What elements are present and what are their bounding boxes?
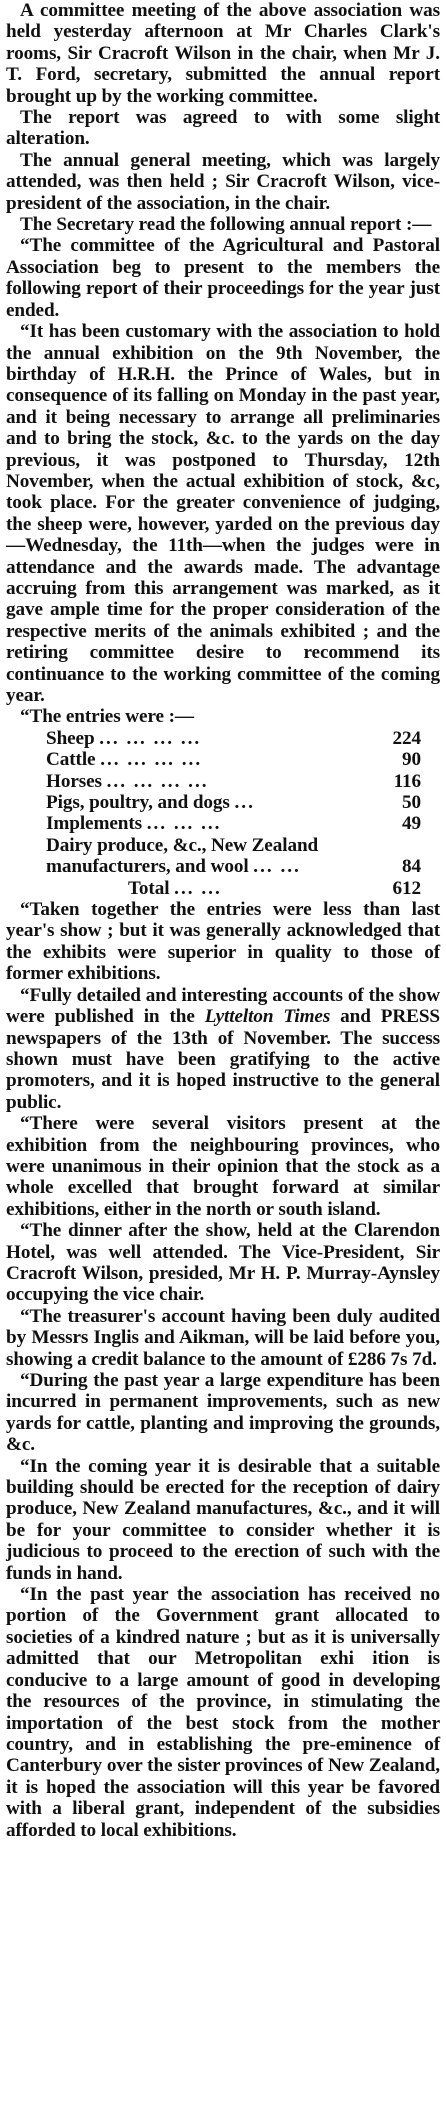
- paragraph-entries-comparison: “Taken together the entries were less than last year's show ; but it was generally acknowledged that the exhibits were superior in quality to those of former exhibitions.: [6, 899, 440, 985]
- entry-dots: ... ... ...: [146, 813, 222, 835]
- entries-total-row: [46, 878, 421, 899]
- paragraph-government-grant: “In the past year the association has received no portion of the Government grant allocated to societies of a kindred nature ; but as it is universally admitted that our Metropolitan exhi ition is conducive to a large amount of good in developing the resources of the province, in stimulating the importation of the best stock from the mother country, and in establishing the pre-eminence of Canterbury over the sister provinces of New Zealand, it is hoped the association will this year be favored with a liberal grant, independent of the subsidies afforded to local exhibitions.: [6, 1584, 440, 1841]
- total-label: Total: [128, 877, 170, 899]
- entry-value: 224: [392, 727, 421, 749]
- paragraph-committee-meeting: A committee meeting of the above association was held yesterday afternoon at Mr Charles Clark's rooms, Sir Cracroft Wilson in the chair, when Mr J. T. Ford, secretary, submitted the annual report brought up by the working committee.: [6, 0, 440, 107]
- entry-label: Cattle: [46, 749, 96, 771]
- paragraph-building: “In the coming year it is desirable that a suitable building should be erected for the reception of dairy produce, New Zealand manufactures, &c., and it will be for your committee to consider whether it is judicious to proceed to the erection of such with the funds in hand.: [6, 1455, 440, 1584]
- entry-row: [46, 792, 421, 813]
- paragraph-expenditure: “During the past year a large expenditure has been incurred in permanent improvements, such as new yards for cattle, planting and improving the grounds, &c.: [6, 1370, 440, 1456]
- entry-dots: ... ...: [253, 856, 301, 878]
- entry-dots: ...: [234, 792, 255, 814]
- entry-value: 49: [402, 813, 421, 835]
- paragraph-general-meeting: The annual general meeting, which was largely attended, was then held ; Sir Cracroft Wilson, vice-president of the association, in the chair.: [6, 149, 440, 214]
- paragraph-secretary-read: The Secretary read the following annual report :—: [20, 214, 432, 236]
- entry-row: [46, 771, 421, 792]
- paragraph-exhibition-date: “It has been customary with the association to hold the annual exhibition on the 9th November, the birthday of H.R.H. the Prince of Wales, but in consequence of its falling on Monday in the past year, and it being necessary to arrange all preliminaries and to bring the stock, &c. to the yards on the day previous, it was postponed to Thursday, 12th November, when the actual exhibition of stock, &c, took place. For the greater convenience of judging, the sheep were, however, yarded on the previous day—Wednesday, the 11th—when the judges were in attendance and the awards made. The advantage accruing from this arrangement was marked, as it gave ample time for the proper consideration of the respective merits of the animals exhibited ; and the retiring committee desire to recommend its continuance to the working committee of the coming year.: [6, 321, 440, 706]
- paragraph-visitors: “There were several visitors present at the exhibition from the neighbouring provinces, who were unanimous in their opinion that the stock as a whole excelled that brought forward at similar exhibitions, either in the north or south island.: [6, 1113, 440, 1220]
- paragraph-treasurer: “The treasurer's account having been duly audited by Messrs Inglis and Aikman, will be laid before you, showing a credit balance to the amount of £286 7s 7d.: [6, 1305, 440, 1370]
- paragraph-newspaper-accounts: [6, 985, 440, 1113]
- entry-dots: ... ... ... ...: [106, 770, 209, 792]
- entry-value: 116: [393, 770, 421, 792]
- entry-row: [46, 813, 421, 834]
- entry-label: Pigs, poultry, and dogs: [46, 792, 230, 814]
- entry-label-cell: [46, 771, 374, 792]
- total-dots: ... ...: [174, 877, 222, 899]
- entry-dots: ... ... ... ...: [100, 749, 203, 771]
- paragraph-dinner: “The dinner after the show, held at the Clarendon Hotel, was well attended. The Vice-President, Sir Cracroft Wilson, presided, Mr H. P. Murray-Aynsley occupying the vice chair.: [6, 1220, 440, 1306]
- newspaper-title: Lyttelton Times: [204, 1006, 331, 1028]
- entry-dots: ... ... ... ...: [99, 727, 202, 749]
- entry-label-cell: [46, 835, 374, 878]
- paragraph-report-intro: “The committee of the Agricultural and Pastoral Association beg to present to the members the following report of their proceedings for the year just ended.: [6, 235, 440, 321]
- entry-row: [46, 835, 421, 878]
- entry-label: Dairy produce, &c., New Zealand manufacturers, and wool: [46, 834, 319, 878]
- entry-row: [46, 749, 421, 770]
- entry-label: Horses: [46, 770, 102, 792]
- entry-value: 50: [402, 792, 421, 814]
- total-value: 612: [392, 877, 421, 899]
- entries-table: [46, 728, 421, 899]
- entry-label-cell: [46, 749, 374, 770]
- entries-intro: “The entries were :—: [20, 706, 195, 728]
- newspaper-accounts-text-start: “Fully detailed and interesting accounts of the show were published in the: [6, 984, 440, 1028]
- entry-label-cell: [46, 728, 374, 749]
- entry-value: 90: [402, 749, 421, 771]
- entry-value: 84: [402, 856, 421, 878]
- total-label-cell: [46, 878, 374, 899]
- entry-label-cell: [46, 813, 374, 834]
- newspaper-accounts-text-end: and PRESS newspapers of the 13th of November. The success shown must have been gratifying to the active promoters, and it is hoped instructive to the general public.: [6, 1006, 440, 1113]
- entry-label: Implements: [46, 813, 142, 835]
- entry-label-cell: [46, 792, 374, 813]
- paragraph-report-agreed: The report was agreed to with some slight alteration.: [6, 107, 440, 150]
- entry-label: Sheep: [46, 727, 95, 749]
- entry-row: [46, 728, 421, 749]
